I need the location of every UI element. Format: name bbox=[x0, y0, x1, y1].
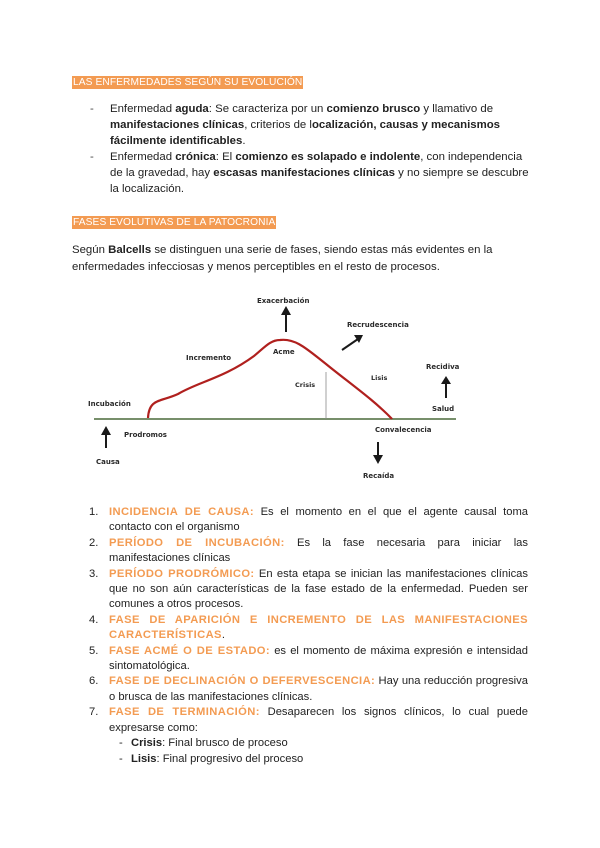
text-run: : El bbox=[215, 151, 236, 163]
phase-number: 1. bbox=[89, 506, 99, 518]
patocronia-svg bbox=[86, 290, 478, 486]
phase-number: 6. bbox=[89, 675, 99, 688]
text-run: Enfermedad bbox=[110, 151, 176, 163]
phase-number: 2. bbox=[89, 536, 99, 549]
phase-description: Es el momento en el que el agente causal toma contacto con el organismo bbox=[109, 506, 529, 534]
section-heading-fases: FASES EVOLUTIVAS DE LA PATOCRONIA bbox=[73, 217, 276, 228]
label-recrudescencia: Recrudescencia bbox=[347, 321, 409, 329]
exacerbacion-arrowhead bbox=[281, 306, 291, 315]
label-convalecencia: Convalecencia bbox=[375, 426, 432, 434]
phase-item bbox=[72, 536, 528, 567]
bold-text: comienzo brusco bbox=[326, 103, 421, 115]
label-salud: Salud bbox=[432, 405, 455, 413]
section-heading-evolucion: LAS ENFERMEDADES SEGÚN SU EVOLUCIÓN bbox=[73, 77, 303, 88]
bold-text: crónica bbox=[175, 151, 216, 163]
label-recidiva: Recidiva bbox=[426, 363, 460, 371]
phase-description: . bbox=[221, 629, 226, 642]
phase-title: FASE DE TERMINACIÓN: bbox=[109, 706, 260, 719]
phase-number: 5. bbox=[89, 644, 99, 657]
phase-description: Hay una reducción progresiva o brusca de las manifestaciones clínicas. bbox=[109, 675, 528, 703]
label-incubacion: Incubación bbox=[88, 400, 131, 408]
label-lisis: Lisis bbox=[371, 374, 388, 382]
phase-item bbox=[72, 505, 528, 536]
phase-item bbox=[72, 674, 528, 705]
bold-text: escasas manifestaciones clínicas bbox=[213, 167, 395, 179]
phase-description: es el momento de máxima expresión e intensidad sintomatológica. bbox=[109, 644, 528, 673]
label-crisis: Crisis bbox=[295, 381, 316, 389]
label-causa: Causa bbox=[96, 458, 120, 466]
phases-list bbox=[72, 505, 528, 767]
text-run: , con independencia de la gravedad, hay bbox=[110, 151, 523, 179]
recidiva-arrowhead bbox=[441, 376, 451, 384]
phase-item bbox=[72, 705, 528, 767]
causa-arrowhead bbox=[101, 426, 111, 435]
recaida-arrowhead bbox=[373, 455, 383, 464]
patocronia-diagram bbox=[86, 290, 478, 486]
sublist-text: : Final progresivo del proceso bbox=[156, 752, 304, 765]
phase-number: 7. bbox=[89, 706, 99, 719]
phase-title: INCIDENCIA DE CAUSA: bbox=[109, 506, 255, 518]
label-exacerbacion: Exacerbación bbox=[257, 297, 310, 305]
sublist-text: : Final brusco de proceso bbox=[162, 737, 288, 750]
phase-description: Es la fase necesaria para iniciar las manifestaciones clínicas bbox=[109, 536, 528, 565]
text-run: se distinguen una serie de fases, siendo estas más evidentes en la enfermedades infecciosas y menos perceptibles en el resto de procesos. bbox=[72, 244, 493, 273]
phase-title: FASE DE APARICIÓN E INCREMENTO DE LAS MANIFESTACIONES CARACTERÍSTICAS bbox=[109, 613, 528, 642]
recrudescencia-arrow bbox=[342, 339, 358, 350]
text-run: y llamativo de bbox=[420, 103, 494, 115]
phase-item bbox=[72, 567, 528, 613]
label-prodromos: Prodromos bbox=[124, 431, 167, 439]
label-acme: Acme bbox=[273, 348, 295, 356]
text-run: : Se caracteriza por un bbox=[208, 103, 327, 115]
phase-item bbox=[72, 644, 528, 675]
phase-title: FASE ACMÉ O DE ESTADO: bbox=[109, 644, 271, 657]
disease-curve bbox=[148, 340, 392, 419]
label-recaida: Recaída bbox=[363, 472, 395, 480]
intro-paragraph bbox=[72, 242, 530, 275]
phase-number: 4. bbox=[89, 613, 99, 626]
text-run: . bbox=[242, 135, 246, 147]
disease-types-list bbox=[72, 101, 532, 197]
phase-number: 3. bbox=[89, 567, 99, 580]
sublist-label: Lisis bbox=[131, 752, 157, 765]
sublist-label: Crisis bbox=[131, 737, 163, 750]
list-item bbox=[72, 149, 532, 197]
text-run: Según bbox=[72, 244, 109, 256]
sublist-item bbox=[109, 752, 528, 767]
bold-text: ocalización, causas y mecanismos fácilmente identificables bbox=[110, 119, 500, 147]
list-item bbox=[72, 101, 532, 149]
text-run: y no siempre se descubre la localización. bbox=[110, 167, 529, 195]
phase-title: PERÍODO DE INCUBACIÓN: bbox=[109, 536, 285, 549]
phase-item bbox=[72, 613, 528, 644]
sublist-item bbox=[109, 736, 528, 751]
phase-title: FASE DE DECLINACIÓN O DEFERVESCENCIA: bbox=[109, 675, 376, 688]
label-incremento: Incremento bbox=[186, 354, 232, 362]
bold-text: comienzo es solapado e indolente bbox=[235, 151, 421, 163]
termination-sublist bbox=[109, 736, 528, 767]
bold-text: manifestaciones clínicas bbox=[110, 119, 245, 131]
text-run: Enfermedad bbox=[110, 103, 176, 115]
bold-text: Balcells bbox=[108, 244, 152, 256]
phase-description: En esta etapa se inician las manifestaciones clínicas que no son aún características de la fase estado de la enfermedad. Pueden ser comunes a otros procesos. bbox=[109, 567, 528, 611]
phase-title: PERÍODO PRODRÓMICO: bbox=[109, 567, 255, 580]
bold-text: aguda bbox=[175, 103, 209, 115]
phase-description: Desaparecen los signos clínicos, lo cual puede expresarse como: bbox=[109, 706, 528, 734]
text-run: , criterios de l bbox=[244, 119, 312, 131]
